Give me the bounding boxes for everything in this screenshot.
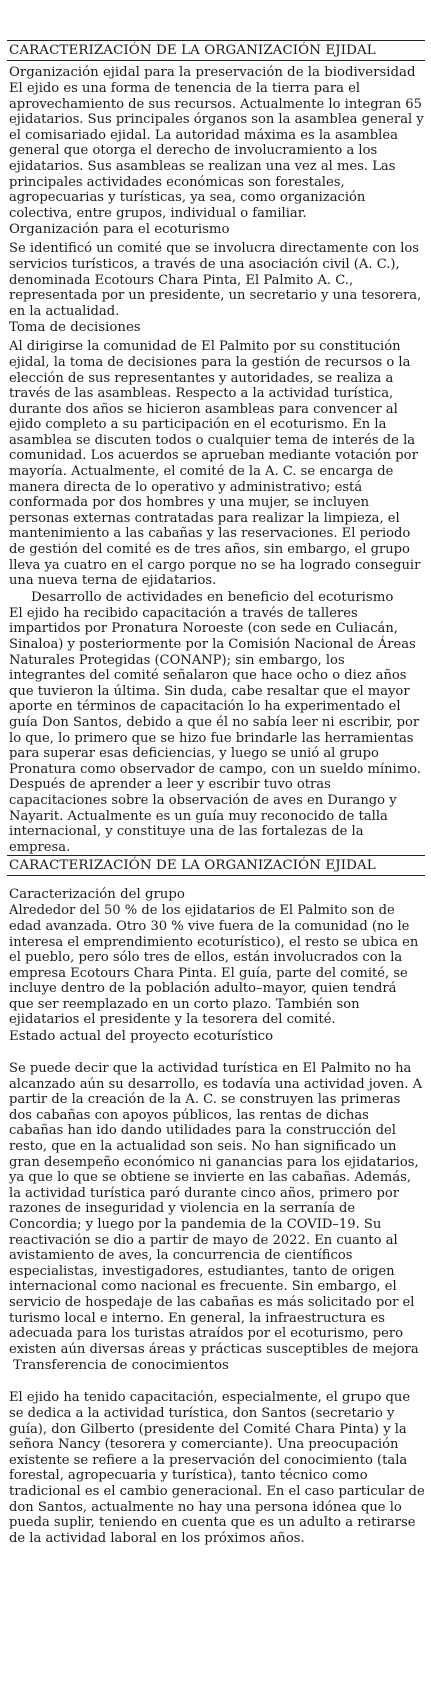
subsection-title: Desarrollo de actividades en beneficio del ecoturismo: [31, 589, 394, 605]
subsection-title: Estado actual del proyecto ecoturístico: [9, 1029, 274, 1045]
section-body: [7, 61, 425, 855]
paragraph: Se identificó un comité que se involucra directamente con los servicios turísticos, a través de una asociación civil (A. C.), denominada Ecotours Chara Pinta, El Palmito A. C., representada por un presidente, un secretario y una tesorera, en la actualidad.: [9, 241, 422, 319]
section-header: CARACTERIZACIÓN DE LA ORGANIZACIÓN EJIDAL: [7, 40, 425, 61]
paragraph: El ejido ha tenido capacitación, especialmente, el grupo que se dedica a la actividad turística, don Santos (secretario y guía), don Gilberto (presidente del Comité Chara Pinta) y la señora Nancy (tesorera y comerciante). Una preocupación existente se refiere a la preservación del conocimiento (tala forestal, agropecuaria y turística), tanto técnico como tradicional es el cambio generacional. En el caso particular de don Santos, actualmente no hay una persona idónea que lo pueda suplir, teniendo en cuenta que es un adulto a retirarse de la actividad laboral en los próximos años.: [9, 1390, 425, 1546]
subsection-title: Transferencia de conocimientos: [13, 1358, 229, 1374]
subsection-title: Toma de decisiones: [9, 320, 141, 336]
subsection-title: Caracterización del grupo: [9, 887, 185, 903]
section-body: [7, 876, 425, 1546]
section-header: CARACTERIZACIÓN DE LA ORGANIZACIÓN EJIDAL: [7, 855, 425, 876]
paragraph: Al dirigirse la comunidad de El Palmito por su constitución ejidal, la toma de decisiones para la gestión de recursos o la elección de sus representantes y autoridades, se realiza a través de las asambleas. Respecto a la actividad turística, durante dos años se hicieron asambleas para convencer al ejido completo a su participación en el ecoturismo. En la asamblea se discuten todos o cualquier tema de interés de la comunidad. Los acuerdos se aprueban mediante votación por mayoría. Actualmente, el comité de la A. C. se encarga de manera directa de lo operativo y administrativo; está conformada por dos hombres y una mujer, se incluyen personas externas contratadas para realizar la limpieza, el mantenimiento a las cabañas y las reservaciones. El periodo de gestión del comité es de tres años, sin embargo, el grupo lleva ya cuatro en el cargo porque no se ha logrado conseguir una nueva terna de ejidatarios.: [9, 339, 421, 589]
subsection-title: Organización ejidal para la preservación de la biodiversidad: [9, 65, 416, 80]
paragraph: Se puede decir que la actividad turística en El Palmito no ha alcanzado aún su desarrollo, es todavía una actividad joven. A partir de la creación de la A. C. se construyen las primeras dos cabañas con apoyos públicos, las rentas de dichas cabañas han ido dando utilidades para la construcción del resto, que en la actualidad son seis. No han significado un gran desempeño económico ni ganancias para los ejidatarios, ya que lo que se obtiene se invierte en las cabañas. Además, la actividad turística paró durante cinco años, primero por razones de inseguridad y violencia en la serranía de Concordia; y luego por la pandemia de la COVID–19. Su reactivación se dio a partir de mayo de 2022. En cuanto al avistamiento de aves, la concurrencia de científicos especialistas, investigadores, estudiantes, tanto de origen internacional como nacional es frecuente. Sin embargo, el servicio de hospedaje de las cabañas es más solicitado por el turismo local e interno. En general, la infraestructura es adecuada para los turistas atraídos por el ecoturismo, pero existen aún diversas áreas y prácticas susceptibles de mejora: [9, 1061, 423, 1357]
paragraph: El ejido ha recibido capacitación a través de talleres impartidos por Pronatura Noroeste (con sede en Culiacán, Sinaloa) y posteriormente por la Comisión Nacional de Áreas Naturales Protegidas (CONANP); sin embargo, los integrantes del comité señalaron que hace ocho o diez años que tuvieron la última. Sin duda, cabe resaltar que el mayor aporte en términos de capacitación lo ha experimentado el guía Don Santos, debido a que él no sabía leer ni escribir, por lo que, lo primero que se hizo fue brindarle las herramientas para superar esas deficiencias, y luego se unió al grupo Pronatura como observador de campo, con un sueldo mínimo. Después de aprender a leer y escribir tuvo otras capacitaciones sobre la observación de aves en Durango y Nayarit. Actualmente es un guía muy reconocido de talla internacional, y constituye una de las fortalezas de la empresa.: [9, 605, 421, 855]
subsection-title: Organización para el ecoturismo: [9, 222, 230, 238]
paragraph: Alrededor del 50 % de los ejidatarios de El Palmito son de edad avanzada. Otro 30 % vive fuera de la comunidad (no le interesa el emprendimiento ecoturístico), el resto se ubica en el pueblo, pero sólo tres de ellos, están involucrados con la empresa Ecotours Chara Pinta. El guía, parte del comité, se incluye dentro de la población adulto–mayor, quien tendrá que ser reemplazado en un corto plazo. También son ejidatarios el presidente y la tesorera del comité.: [9, 903, 419, 1028]
paragraph: El ejido es una forma de tenencia de la tierra para el aprovechamiento de sus recursos. Actualmente lo integran 65 ejidatarios. Sus principales órganos son la asamblea general y el comisariado ejidal. La autoridad máxima es la asamblea general que otorga el derecho de involucramiento a los ejidatarios. Sus asambleas se realizan una vez al mes. Las principales actividades económicas son forestales, agropecuarias y turísticas, ya sea, como organización colectiva, entre grupos, individual o familiar.: [9, 81, 424, 221]
